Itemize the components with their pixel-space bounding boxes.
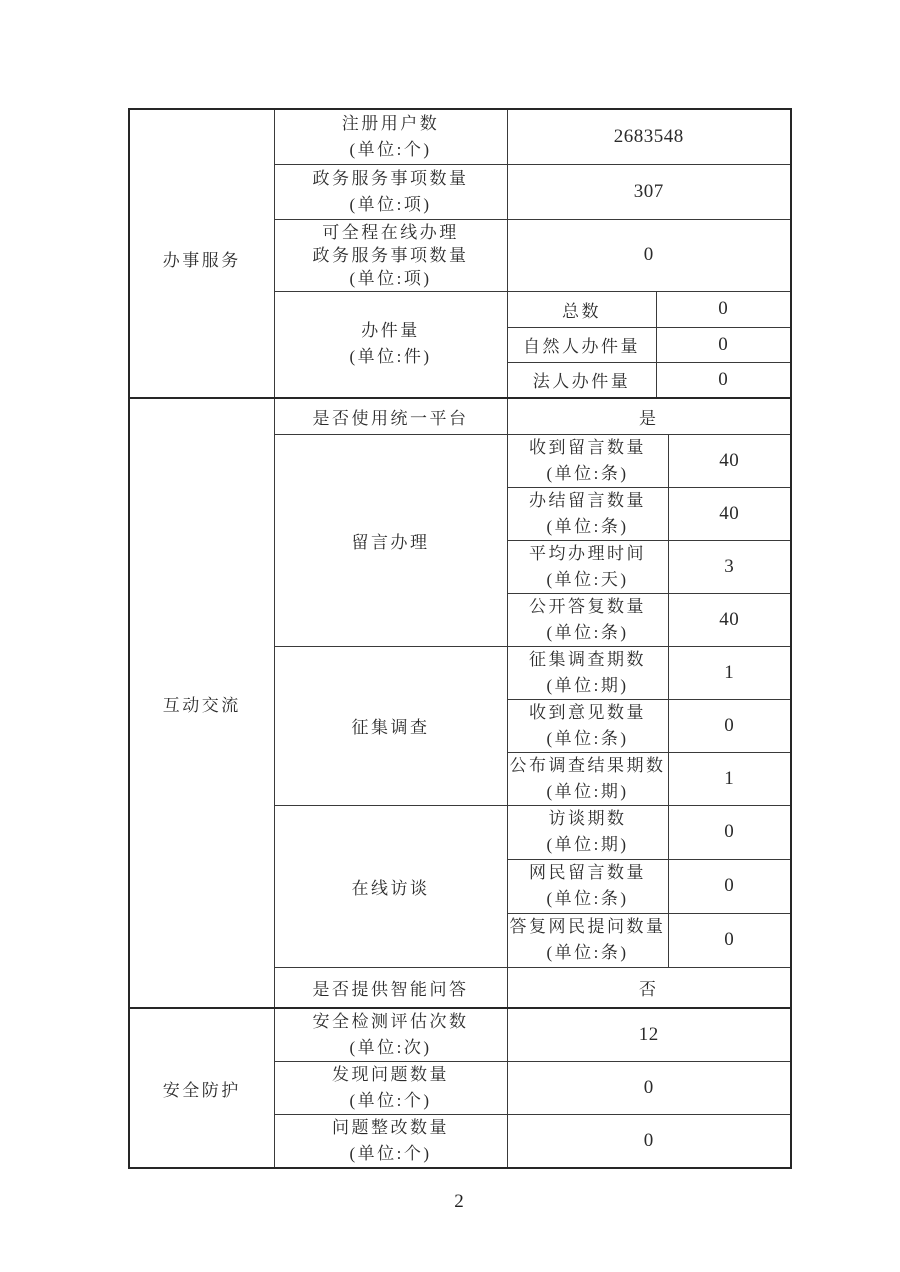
unified-platform-label: 是否使用统一平台 [274,398,507,434]
messages-completed-label [507,487,668,540]
section-label-services [129,109,274,398]
interview-periods-title: 访谈期数 [548,809,627,828]
public-replies-title: 公开答复数量 [529,596,646,616]
problems-rectified-label [274,1115,507,1169]
case-volume-unit: (单位:件) [349,347,432,367]
service-items-unit: (单位:项) [349,194,432,214]
survey-results-label [507,752,668,805]
case-volume-total-value: 0 [656,291,791,327]
registered-users-unit: (单位:个) [349,139,432,159]
avg-processing-time-value: 3 [668,540,791,593]
problems-rectified-unit: (单位:个) [349,1144,432,1163]
smart-qa-label: 是否提供智能问答 [274,967,507,1008]
online-items-label [274,219,507,291]
problems-found-label [274,1062,507,1115]
section-label-services-text: 办事服务 [162,250,241,270]
service-items-title: 政务服务事项数量 [312,168,469,188]
survey-periods-label [507,646,668,699]
public-replies-value: 40 [668,593,791,646]
netizen-replies-value: 0 [668,913,791,967]
survey-label [274,646,507,805]
case-volume-natural-label: 自然人办件量 [507,327,656,362]
public-replies-unit: (单位:条) [546,622,629,642]
case-volume-legal-label: 法人办件量 [507,362,656,398]
message-handling-label [274,434,507,646]
survey-label-text: 征集调查 [351,718,430,737]
interview-periods-label [507,805,668,859]
survey-periods-unit: (单位:期) [546,675,629,695]
case-volume-legal-value: 0 [656,362,791,398]
opinions-received-label [507,699,668,752]
problems-found-title: 发现问题数量 [332,1065,449,1084]
online-items-title-line1: 可全程在线办理 [322,222,459,242]
case-volume-natural-value: 0 [656,327,791,362]
opinions-received-unit: (单位:条) [546,728,629,748]
statistics-table [128,108,792,1169]
avg-processing-time-title: 平均办理时间 [529,543,646,563]
smart-qa-value: 否 [507,967,791,1008]
netizen-messages-title: 网民留言数量 [529,863,646,882]
online-items-value: 0 [507,219,791,291]
security-assessments-title: 安全检测评估次数 [312,1012,469,1031]
section-label-interaction-text: 互动交流 [162,695,241,715]
case-volume-title: 办件量 [361,321,420,341]
opinions-received-title: 收到意见数量 [529,702,646,722]
messages-completed-title: 办结留言数量 [529,490,646,510]
survey-periods-title: 征集调查期数 [529,649,646,669]
security-assessments-value: 12 [507,1008,791,1062]
survey-results-unit: (单位:期) [546,781,629,801]
case-volume-label [274,291,507,398]
survey-results-title: 公布调查结果期数 [509,755,666,775]
section-label-security-text: 安全防护 [162,1080,241,1100]
interview-periods-unit: (单位:期) [546,835,629,854]
messages-received-unit: (单位:条) [546,463,629,483]
avg-processing-time-label [507,540,668,593]
netizen-replies-label [507,913,668,967]
interview-label [274,805,507,967]
registered-users-label [274,109,507,164]
service-items-value: 307 [507,164,791,219]
case-volume-total-label: 总数 [507,291,656,327]
online-items-title-line2: 政务服务事项数量 [312,245,469,265]
security-assessments-unit: (单位:次) [349,1038,432,1057]
opinions-received-value: 0 [668,699,791,752]
message-handling-label-text: 留言办理 [351,532,430,552]
messages-received-label [507,434,668,487]
avg-processing-time-unit: (单位:天) [546,569,629,589]
service-items-label [274,164,507,219]
public-replies-label [507,593,668,646]
problems-found-value: 0 [507,1062,791,1115]
registered-users-value: 2683548 [507,109,791,164]
section-label-interaction [129,398,274,1008]
section-label-security [129,1008,274,1168]
problems-rectified-value: 0 [507,1115,791,1169]
page-content [128,108,790,1213]
online-items-unit: (单位:项) [349,268,432,288]
messages-received-value: 40 [668,434,791,487]
netizen-replies-unit: (单位:条) [546,943,629,962]
interview-label-text: 在线访谈 [351,878,430,898]
messages-received-title: 收到留言数量 [529,437,646,457]
problems-found-unit: (单位:个) [349,1091,432,1110]
unified-platform-value: 是 [507,398,791,434]
survey-results-value: 1 [668,752,791,805]
interview-periods-value: 0 [668,805,791,859]
netizen-messages-unit: (单位:条) [546,889,629,908]
page-number: 2 [454,1191,464,1212]
messages-completed-unit: (单位:条) [546,516,629,536]
security-assessments-label [274,1008,507,1062]
registered-users-title: 注册用户数 [341,113,440,133]
netizen-messages-label [507,859,668,913]
messages-completed-value: 40 [668,487,791,540]
problems-rectified-title: 问题整改数量 [332,1118,449,1137]
survey-periods-value: 1 [668,646,791,699]
netizen-replies-title: 答复网民提问数量 [509,917,666,936]
netizen-messages-value: 0 [668,859,791,913]
